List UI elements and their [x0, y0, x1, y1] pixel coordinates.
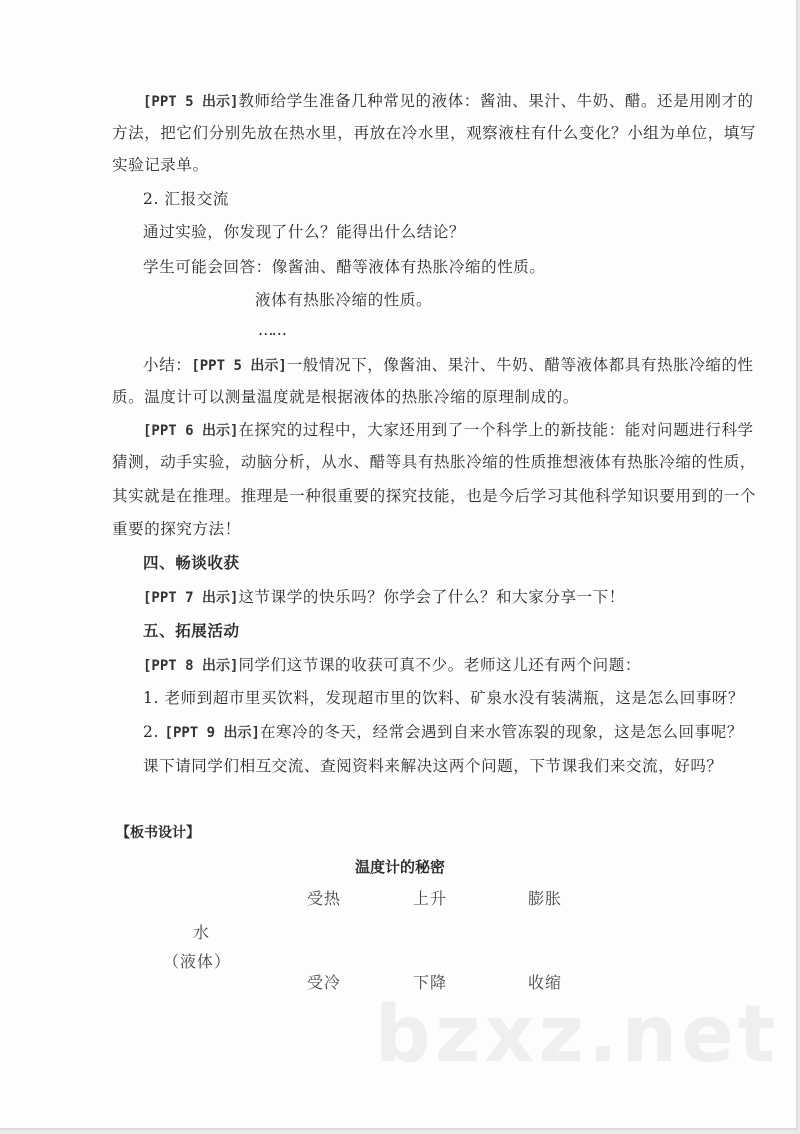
paragraph-line: 质。温度计可以测量温度就是根据液体的热胀冷缩的原理制成的。 — [112, 388, 579, 406]
paragraph-line: 其实就是在推理。推理是一种很重要的探究技能，也是今后学习其他科学知识要用到的一个 — [112, 487, 757, 505]
paragraph-line: 学生可能会回答：像酱油、醋等液体有热胀冷缩的性质。 — [143, 258, 546, 276]
text: 同学们这节课的收获可真不少。老师这儿还有两个问题： — [238, 656, 641, 674]
subheading: 2. 汇报交流 — [143, 190, 229, 208]
ppt-tag: [PPT 6 出示] — [143, 423, 239, 439]
paragraph-line: 1. 老师到超市里买饮料，发现超市里的饮料、矿泉水没有装满瓶，这是怎么回事呀？ — [143, 689, 745, 707]
paragraph-line — [143, 91, 754, 112]
text: 小结： — [143, 356, 192, 374]
watermark: bzxz.net — [375, 990, 780, 1080]
board-row-heat-3: 膨胀 — [528, 889, 563, 908]
board-subject: 水 — [193, 923, 211, 942]
text: 2. — [143, 723, 165, 741]
text: 教师给学生准备几种常见的液体：酱油、果汁、牛奶、醋。还是用刚才的 — [238, 92, 754, 110]
text: 一般情况下，像酱油、果汁、牛奶、醋等液体都具有热胀冷缩的性 — [286, 356, 754, 374]
ppt-tag: [PPT 5 出示] — [143, 94, 239, 110]
paragraph-line — [143, 420, 754, 441]
section-heading: 四、畅谈收获 — [143, 553, 240, 572]
board-row-cold-1: 受冷 — [307, 973, 342, 992]
paragraph-line — [143, 655, 641, 676]
paragraph-line: 通过实验，你发现了什么？能得出什么结论？ — [143, 223, 466, 241]
paragraph-line: 实验记录单。 — [112, 156, 209, 174]
paragraph-line: 方法，把它们分别先放在热水里，再放在冷水里，观察液柱有什么变化？小组为单位，填写 — [112, 124, 757, 142]
text: 在探究的过程中，大家还用到了一个科学上的新技能：能对问题进行科学 — [238, 421, 754, 439]
section-heading: 五、拓展活动 — [143, 621, 240, 640]
paragraph-line: 重要的探究方法！ — [112, 520, 241, 538]
board-row-heat-1: 受热 — [307, 889, 342, 908]
ellipsis: …… — [258, 321, 285, 339]
paragraph-line — [143, 355, 754, 376]
text: 这节课学的快乐吗？你学会了什么？和大家分享一下！ — [238, 588, 625, 606]
paragraph-line — [143, 587, 625, 608]
ppt-tag: [PPT 7 出示] — [143, 590, 239, 606]
board-design-label: 【板书设计】 — [116, 825, 200, 841]
ppt-tag: [PPT 5 出示] — [191, 358, 287, 374]
board-subject-note: （液体） — [163, 952, 232, 971]
board-row-cold-2: 下降 — [413, 973, 448, 992]
ppt-tag: [PPT 9 出示] — [164, 725, 260, 741]
paragraph-line: 液体有热胀冷缩的性质。 — [255, 291, 433, 309]
paragraph-line: 课下请同学们相互交流、查阅资料来解决这两个问题，下节课我们来交流，好吗？ — [143, 757, 723, 775]
board-row-cold-3: 收缩 — [528, 973, 563, 992]
board-title: 温度计的秘密 — [354, 858, 445, 876]
text: 在寒冷的冬天，经常会遇到自来水管冻裂的现象，这是怎么回事呢？ — [259, 723, 743, 741]
paragraph-line — [143, 722, 743, 743]
board-row-heat-2: 上升 — [413, 889, 448, 908]
paragraph-line: 猜测，动手实验，动脑分析，从水、醋等具有热胀冷缩的性质推想液体有热胀冷缩的性质， — [112, 453, 757, 471]
ppt-tag: [PPT 8 出示] — [143, 658, 239, 674]
